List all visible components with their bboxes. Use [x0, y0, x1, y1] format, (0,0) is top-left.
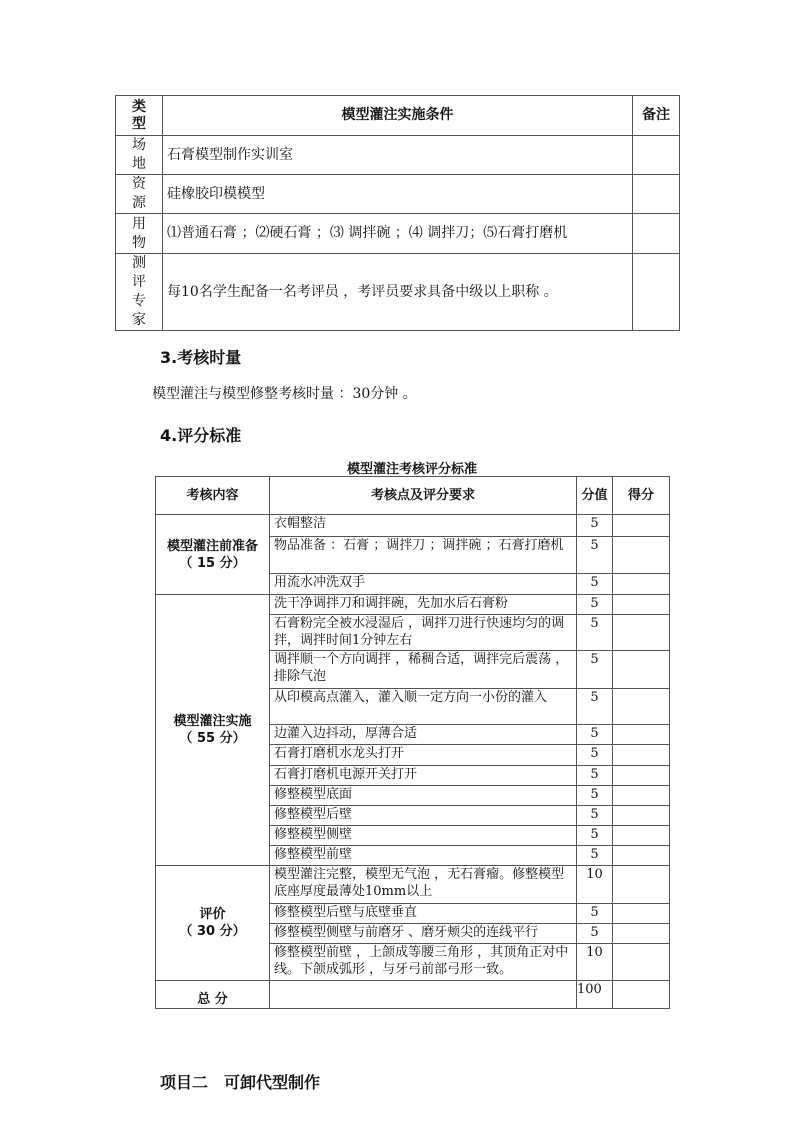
score-cell [613, 846, 670, 866]
score-cell [613, 515, 670, 537]
row-content: 硅橡胶印模模型 [163, 175, 633, 214]
row-content: 每10名学生配备一名考评员 ，考评员要求具备中级以上职称 。 [163, 254, 633, 331]
total-label: 总 分 [156, 981, 270, 1009]
table-row [156, 595, 670, 615]
score-cell [613, 924, 670, 944]
total-blank [270, 981, 577, 1009]
points: 5 [577, 745, 613, 766]
criterion: 衣帽整洁 [270, 515, 577, 537]
score-cell [613, 725, 670, 745]
criterion: 模型灌注完整，模型无气泡 ，无石膏瘤。修整模型底座厚度最薄处10mm以上 [270, 866, 577, 904]
criterion: 修整模型侧壁 [270, 826, 577, 846]
score-cell [613, 766, 670, 786]
header-content: 考核内容 [156, 477, 270, 515]
header-criteria: 考核点及评分要求 [270, 477, 577, 515]
group-label: 评价 （ 30 分） [156, 866, 270, 981]
criterion: 石膏粉完全被水浸湿后 ，调拌刀进行快速均匀的调拌，调拌时间1分钟左右 [270, 615, 577, 651]
score-cell [613, 866, 670, 904]
score-cell [613, 595, 670, 615]
score-cell [613, 806, 670, 826]
criterion: 边灌入边抖动，厚薄合适 [270, 725, 577, 745]
points: 5 [577, 786, 613, 806]
criterion: 修整模型侧壁与前磨牙 、磨牙颊尖的连线平行 [270, 924, 577, 944]
score-cell [613, 574, 670, 595]
section-3-text: 模型灌注与模型修整考核时量 ：30分钟 。 [152, 386, 417, 402]
row-note [633, 254, 680, 331]
row-note [633, 175, 680, 214]
criterion: 调拌顺一个方向调拌 ，稀稠合适，调拌完后震荡 ，排除气泡 [270, 651, 577, 689]
row-type: 场 地 [116, 136, 163, 175]
scoring-table [155, 476, 670, 1009]
score-cell [613, 944, 670, 981]
criterion: 从印模高点灌入，灌入顺一定方向一小份的灌入 [270, 689, 577, 725]
criterion: 修整模型底面 [270, 786, 577, 806]
next-project-heading: 项目二 可卸代型制作 [160, 1073, 321, 1092]
header-score: 得分 [613, 477, 670, 515]
criterion: 石膏打磨机水龙头打开 [270, 745, 577, 766]
total-score-cell [613, 981, 670, 1009]
points: 5 [577, 595, 613, 615]
points: 5 [577, 766, 613, 786]
section-4-heading: 4.评分标准 [160, 426, 242, 445]
score-cell [613, 689, 670, 725]
score-cell [613, 537, 670, 574]
points: 5 [577, 689, 613, 725]
group-label: 模型灌注前准备 （ 15 分） [156, 515, 270, 595]
points: 5 [577, 904, 613, 924]
criterion: 修整模型前壁 [270, 846, 577, 866]
points: 10 [577, 944, 613, 981]
row-content: 石膏模型制作实训室 [163, 136, 633, 175]
row-type: 资 源 [116, 175, 163, 214]
score-cell [613, 745, 670, 766]
criterion: 修整模型后壁与底壁垂直 [270, 904, 577, 924]
table-row [156, 866, 670, 904]
group-label: 模型灌注实施 （ 55 分） [156, 595, 270, 866]
criterion: 修整模型前壁 ，上颌成等腰三角形 ，其顶角正对中线。下颌成弧形 ，与牙弓前部弓形一致。 [270, 944, 577, 981]
header-type: 类 型 [116, 96, 163, 136]
points: 5 [577, 515, 613, 537]
points: 5 [577, 574, 613, 595]
row-type: 用 物 [116, 214, 163, 254]
points: 5 [577, 615, 613, 651]
points: 5 [577, 537, 613, 574]
score-cell [613, 904, 670, 924]
total-value: 100 [577, 981, 613, 1009]
row-content: ⑴普通石膏 ；⑵硬石膏 ；⑶ 调拌碗 ；⑷ 调拌刀；⑸石膏打磨机 [163, 214, 633, 254]
score-cell [613, 615, 670, 651]
row-note [633, 136, 680, 175]
points: 5 [577, 806, 613, 826]
criterion: 洗干净调拌刀和调拌碗，先加水后石膏粉 [270, 595, 577, 615]
table-row [156, 515, 670, 537]
points: 10 [577, 866, 613, 904]
criterion: 用流水冲洗双手 [270, 574, 577, 595]
table-caption: 模型灌注考核评分标准 [346, 462, 477, 477]
row-type: 测 评 专 家 [116, 254, 163, 331]
score-cell [613, 651, 670, 689]
header-points: 分值 [577, 477, 613, 515]
points: 5 [577, 924, 613, 944]
section-3-heading: 3.考核时量 [160, 348, 242, 367]
criterion: 修整模型后壁 [270, 806, 577, 826]
points: 5 [577, 651, 613, 689]
header-conditions: 模型灌注实施条件 [163, 96, 633, 136]
points: 5 [577, 846, 613, 866]
row-note [633, 214, 680, 254]
header-note: 备注 [633, 96, 680, 136]
criterion: 石膏打磨机电源开关打开 [270, 766, 577, 786]
conditions-table [115, 95, 680, 331]
score-cell [613, 786, 670, 806]
criterion: 物品准备 ：石膏 ；调拌刀 ；调拌碗 ；石膏打磨机 [270, 537, 577, 574]
points: 5 [577, 725, 613, 745]
points: 5 [577, 826, 613, 846]
score-cell [613, 826, 670, 846]
